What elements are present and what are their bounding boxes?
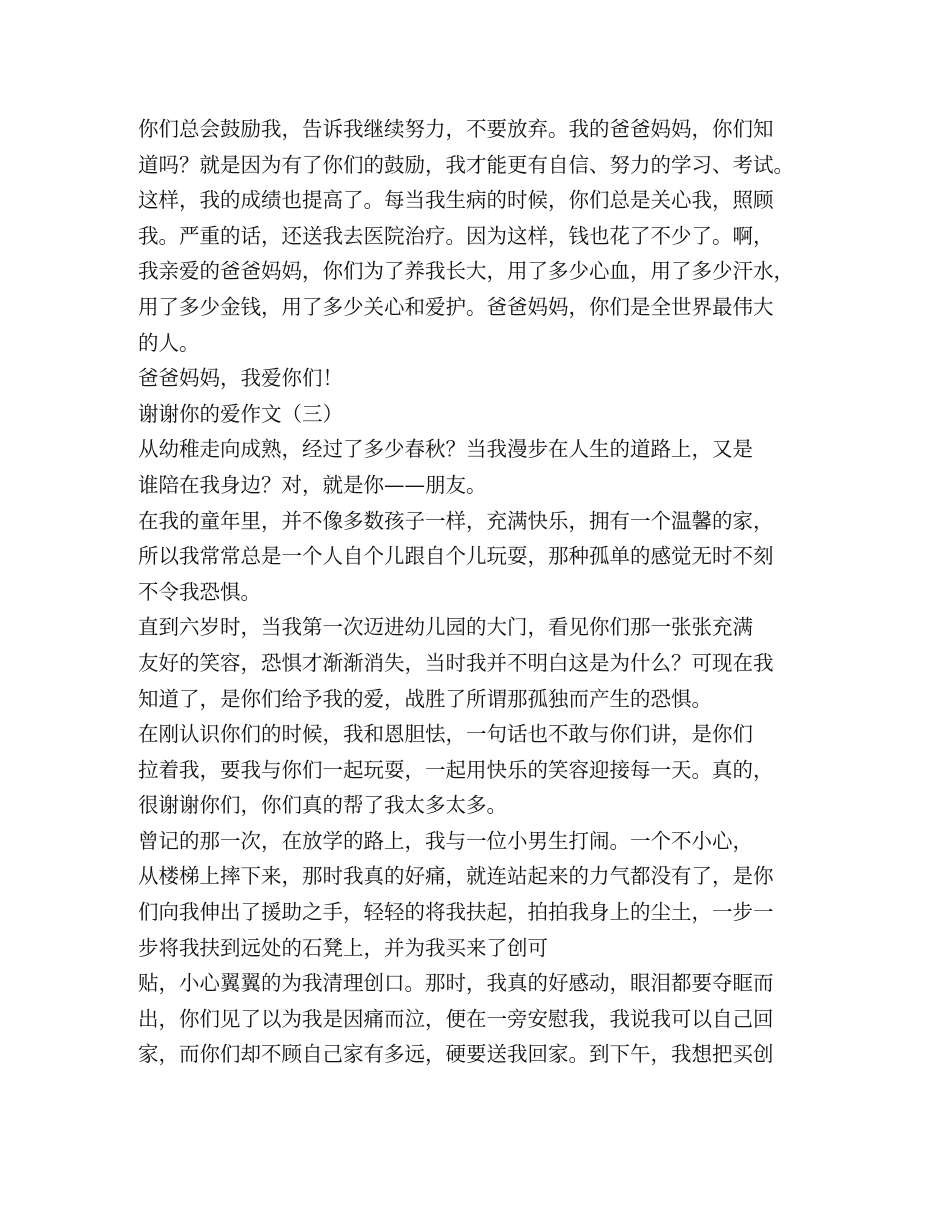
text-line: 所以我常常总是一个人自个儿跟自个儿玩耍，那种孤单的感觉无时不刻: [138, 544, 774, 569]
text-line: 直到六岁时，当我第一次迈进幼儿园的大门，看见你们那一张张充满: [138, 615, 753, 640]
text-line: 在我的童年里，并不像多数孩子一样，充满快乐，拥有一个温馨的家，: [138, 508, 774, 533]
essay-body: [138, 112, 838, 1073]
text-line: 拉着我，要我与你们一起玩耍，一起用快乐的笑容迎接每一天。真的，: [138, 757, 774, 782]
text-line: 从楼梯上摔下来，那时我真的好痛，就连站起来的力气都没有了，是你: [138, 864, 774, 889]
text-line: 在刚认识你们的时候，我和恩胆怯，一句话也不敢与你们讲，是你们: [138, 722, 753, 747]
text-line: 我亲爱的爸爸妈妈，你们为了养我长大，用了多少心血，用了多少汗水，: [138, 259, 794, 284]
text-line: 们向我伸出了援助之手，轻轻的将我扶起，拍拍我身上的尘土，一步一: [138, 900, 774, 925]
text-line: 的人。: [138, 330, 200, 355]
text-line: 步将我扶到远处的石凳上，并为我买来了创可: [138, 935, 548, 960]
text-line: 知道了，是你们给予我的爱，战胜了所谓那孤独而产生的恐惧。: [138, 686, 712, 711]
text-line: 我。严重的话，还送我去医院治疗。因为这样，钱也花了不少了。啊，: [138, 223, 774, 248]
text-line: 贴，小心翼翼的为我清理创口。那时，我真的好感动，眼泪都要夺眶而: [138, 971, 774, 996]
text-line: 用了多少金钱，用了多少关心和爱护。爸爸妈妈，你们是全世界最伟大: [138, 294, 774, 319]
text-line: 道吗？就是因为有了你们的鼓励，我才能更有自信、努力的学习、考试。: [138, 152, 794, 177]
text-line: 很谢谢你们，你们真的帮了我太多太多。: [138, 793, 507, 818]
text-line: 不令我恐惧。: [138, 579, 261, 604]
text-line: 从幼稚走向成熟，经过了多少春秋？当我漫步在人生的道路上，又是: [138, 437, 753, 462]
text-line: 友好的笑容，恐惧才渐渐消失，当时我并不明白这是为什么？可现在我: [138, 650, 774, 675]
text-line: 谁陪在我身边？对，就是你——朋友。: [138, 472, 487, 497]
text-line: 曾记的那一次，在放学的路上，我与一位小男生打闹。一个不小心，: [138, 828, 753, 853]
text-line: 爸爸妈妈，我爱你们！: [138, 366, 343, 391]
text-line: 家，而你们却不顾自己家有多远，硬要送我回家。到下午，我想把买创: [138, 1042, 774, 1067]
essay-title: 谢谢你的爱作文（三）: [138, 401, 343, 426]
text-line: 你们总会鼓励我，告诉我继续努力，不要放弃。我的爸爸妈妈，你们知: [138, 117, 774, 141]
text-line: 这样，我的成绩也提高了。每当我生病的时候，你们总是关心我，照顾: [138, 188, 774, 213]
text-line: 出，你们见了以为我是因痛而泣，便在一旁安慰我，我说我可以自己回: [138, 1006, 774, 1031]
